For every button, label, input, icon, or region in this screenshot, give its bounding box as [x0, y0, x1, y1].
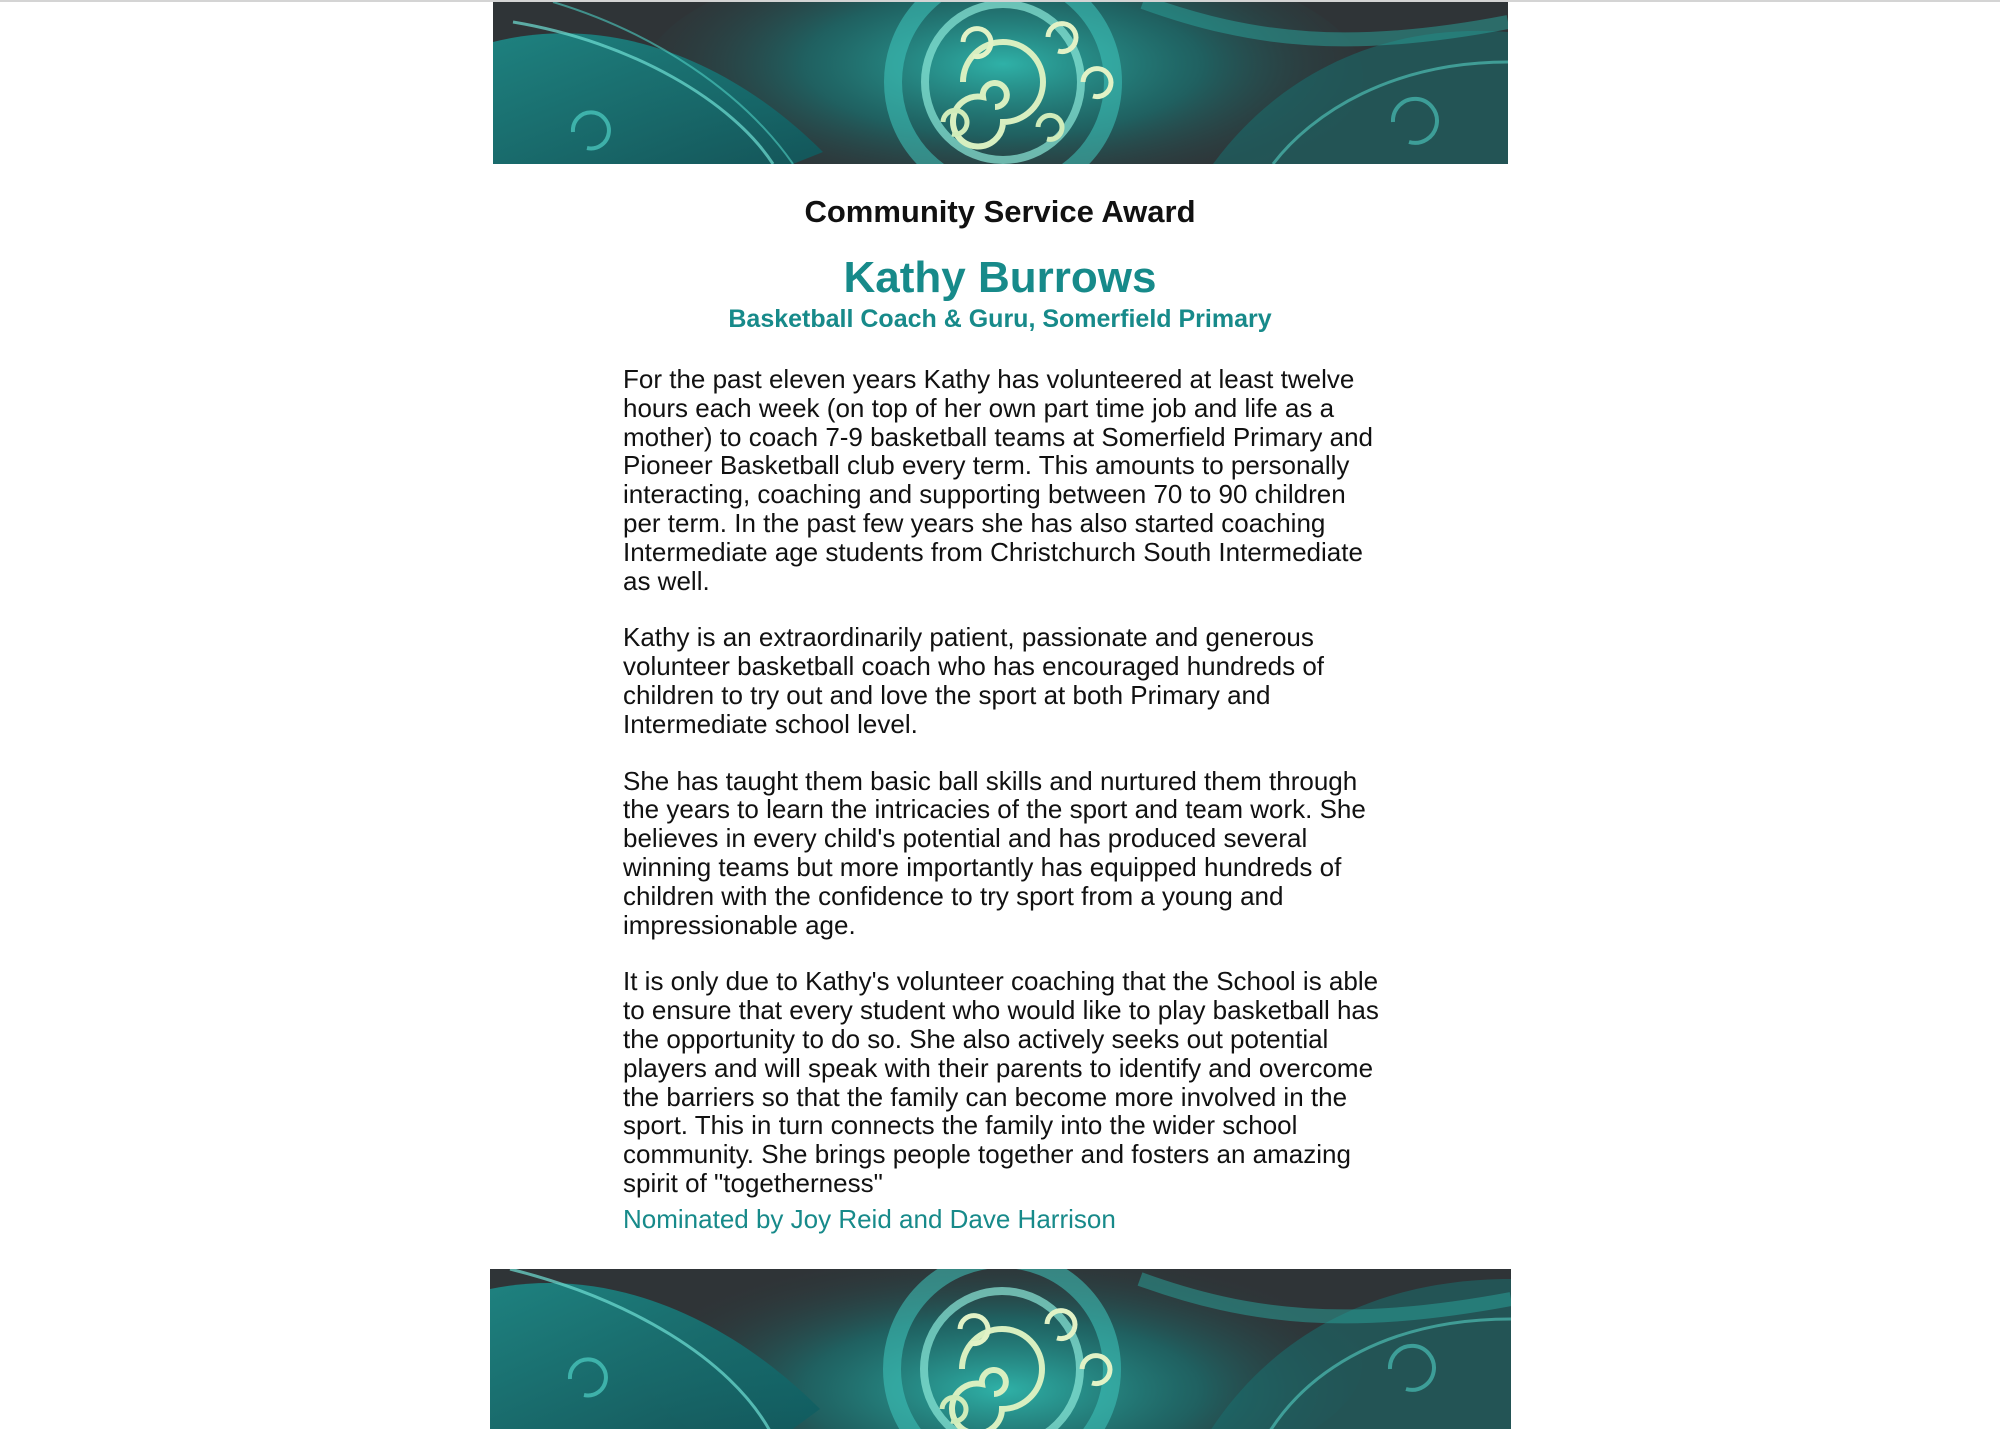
citation-paragraph: She has taught them basic ball skills and nurtured them through the years to learn the intricacies of the sport and team work. She believes in every child's potential and has produced several winning teams but more importantly has equipped hundreds of children with the confidence to try sport from a young and impressionable age.	[623, 765, 1366, 940]
recipient-name: Kathy Burrows	[843, 253, 1157, 302]
citation-paragraph: It is only due to Kathy's volunteer coaching that the School is able to ensure that every student who would like to play basketball has the opportunity to do so. She also actively seeks out potential players and will speak with their parents to identify and overcome the barriers so that the family can become more involved in the sport. This in turn connects the family into the wider school community. She brings people together and fosters an amazing spirit of "togetherness"	[623, 966, 1379, 1198]
citation-paragraph: For the past eleven years Kathy has volunteered at least twelve hours each week (on top of her own part time job and life as a mother) to coach 7-9 basketball teams at Somerfield Primary and Pioneer Basketball club every term. This amounts to personally interacting, coaching and supporting between 70 to 90 children per term. In the past few years she has also started coaching Intermediate age students from Christchurch South Intermediate as well.	[623, 364, 1374, 596]
recipient-role: Basketball Coach & Guru, Somerfield Primary	[728, 305, 1272, 333]
bottom-koru-banner	[490, 1269, 1511, 1429]
nominated-by: Nominated by Joy Reid and Dave Harrison	[623, 1203, 1116, 1234]
citation-paragraph: Kathy is an extraordinarily patient, passionate and generous volunteer basketball coach who has encouraged hundreds of children to try out and love the sport at both Primary and Intermediate school level.	[623, 622, 1325, 739]
award-title: Community Service Award	[804, 194, 1196, 229]
citation-body	[623, 365, 1383, 1234]
top-koru-banner	[493, 2, 1508, 164]
koru-spiral-art-icon	[493, 2, 1508, 164]
koru-spiral-art-icon	[490, 1269, 1511, 1429]
